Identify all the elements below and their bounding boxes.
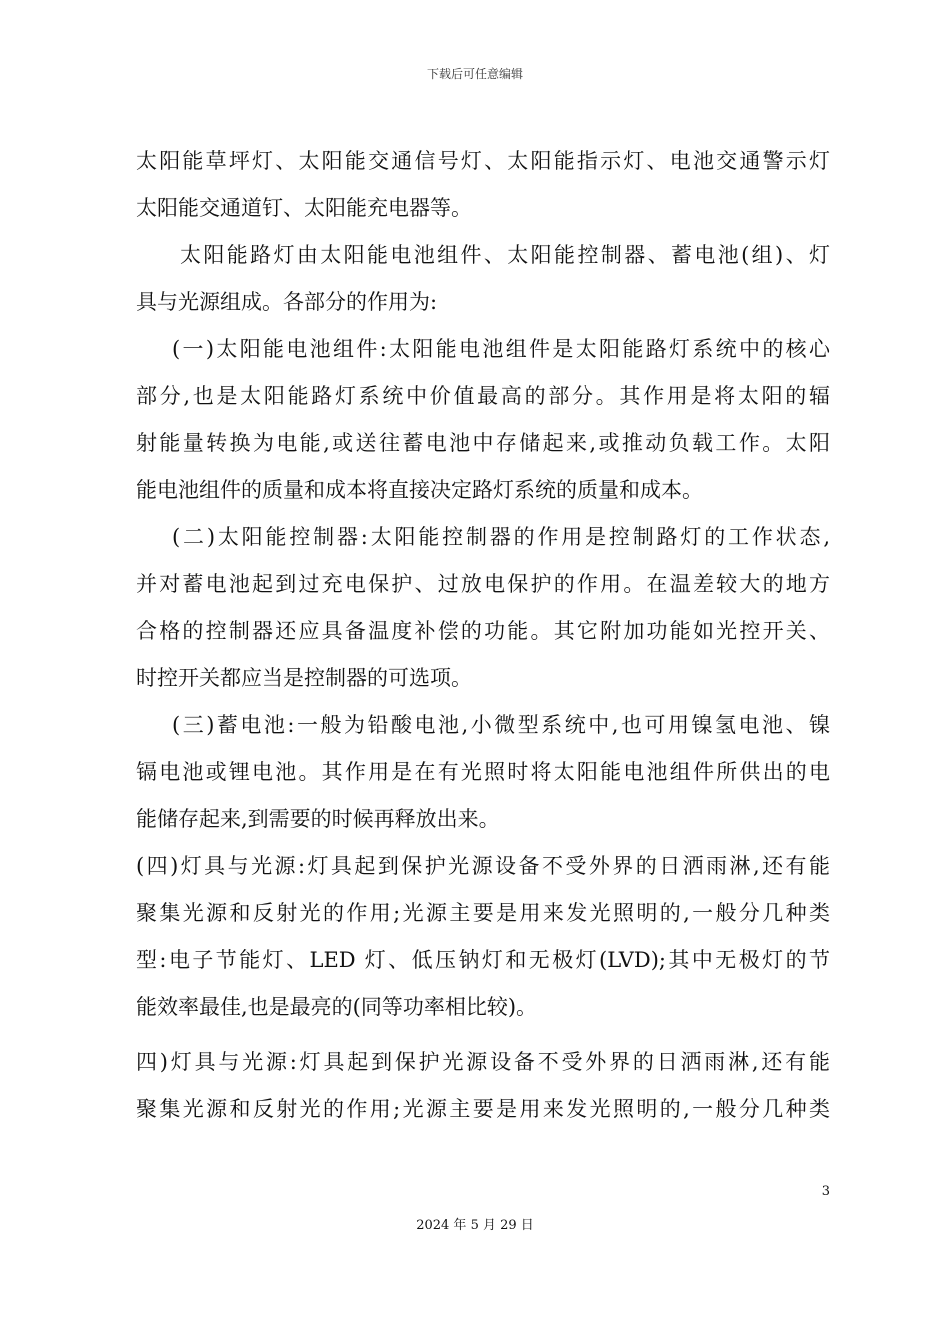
- text-line: (二)太阳能控制器:太阳能控制器的作用是控制路灯的工作状态,: [172, 525, 830, 549]
- text-line: 能效率最佳,也是最亮的(同等功率相比较)。: [136, 995, 538, 1019]
- text-line: 镉电池或锂电池。其作用是在有光照时将太阳能电池组件所供出的电: [136, 760, 830, 784]
- paragraph-gap: [136, 1031, 830, 1039]
- text-line: 太阳能交通道钉、太阳能充电器等。: [136, 196, 472, 220]
- document-body: [136, 138, 830, 1133]
- text-line: 能电池组件的质量和成本将直接决定路灯系统的质量和成本。: [136, 478, 703, 502]
- page-header: 下载后可任意编辑: [426, 67, 523, 81]
- text-line: (一)太阳能电池组件:太阳能电池组件是太阳能路灯系统中的核心: [172, 337, 830, 361]
- text-line: 型:电子节能灯、LED 灯、低压钠灯和无极灯(LVD);其中无极灯的节: [136, 948, 830, 972]
- text-line: (四)灯具与光源:灯具起到保护光源设备不受外界的日洒雨淋,还有能: [136, 854, 830, 878]
- text-line: 聚集光源和反射光的作用;光源主要是用来发光照明的,一般分几种类: [136, 1097, 830, 1121]
- text-line: 太阳能路灯由太阳能电池组件、太阳能控制器、蓄电池(组)、灯: [180, 243, 830, 267]
- text-line: (三)蓄电池:一般为铅酸电池,小微型系统中,也可用镍氢电池、镍: [172, 713, 830, 737]
- page-footer-date: 2024 年 5 月 29 日: [416, 1218, 534, 1233]
- page-number: 3: [821, 1184, 830, 1199]
- text-line: 四)灯具与光源:灯具起到保护光源设备不受外界的日洒雨淋,还有能: [136, 1050, 830, 1074]
- text-line: 能储存起来,到需要的时候再释放出来。: [136, 807, 500, 831]
- text-line: 部分,也是太阳能路灯系统中价值最高的部分。其作用是将太阳的辐: [136, 384, 830, 408]
- text-line: 合格的控制器还应具备温度补偿的功能。其它附加功能如光控开关、: [136, 619, 830, 643]
- text-line: 具与光源组成。各部分的作用为:: [136, 290, 438, 314]
- text-line: 射能量转换为电能,或送往蓄电池中存储起来,或推动负载工作。太阳: [136, 431, 830, 455]
- text-line: 聚集光源和反射光的作用;光源主要是用来发光照明的,一般分几种类: [136, 901, 830, 925]
- text-line: 时控开关都应当是控制器的可选项。: [136, 666, 472, 690]
- text-line: 并对蓄电池起到过充电保护、过放电保护的作用。在温差较大的地方: [136, 572, 830, 596]
- text-line: 太阳能草坪灯、太阳能交通信号灯、太阳能指示灯、电池交通警示灯: [136, 149, 830, 173]
